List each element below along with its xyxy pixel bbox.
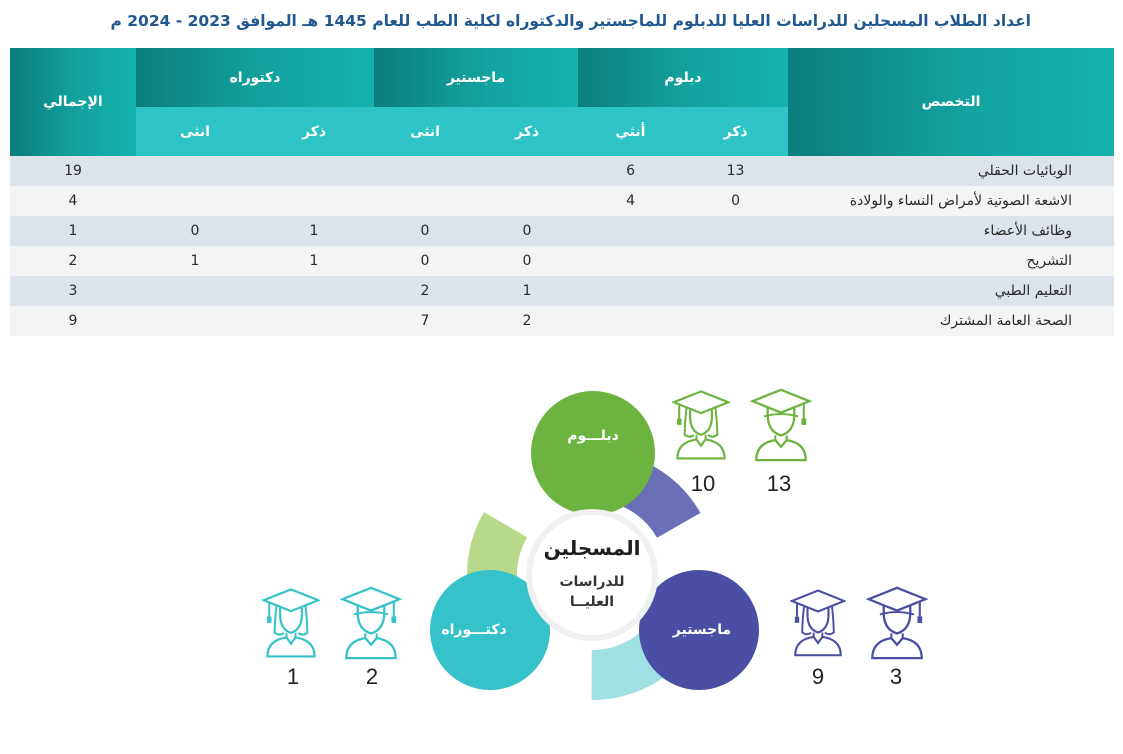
cell-doctorate-male: [254, 156, 374, 186]
cell-diploma-female: [578, 216, 683, 246]
cell-master-male: 2: [476, 306, 578, 336]
cell-diploma-male: [683, 306, 788, 336]
header-master-male: ذكر: [476, 107, 578, 156]
cell-total: 1: [10, 216, 136, 246]
cell-diploma-female: [578, 276, 683, 306]
center-subtitle-1: للدراسات: [559, 574, 625, 590]
cell-master-female: [374, 156, 476, 186]
cell-total: 3: [10, 276, 136, 306]
enrollment-table: [10, 48, 1114, 336]
master-label: ماجستير: [672, 622, 732, 638]
header-master-female: انثى: [374, 107, 476, 156]
table-row: [10, 306, 1114, 336]
graduate-male-icon: [753, 390, 810, 460]
cell-doctorate-male: 1: [254, 246, 374, 276]
diploma-label: دبلـــوم: [567, 428, 619, 444]
diploma-female-count: 10: [690, 471, 716, 496]
cell-master-male: [476, 156, 578, 186]
header-master: ماجستير: [374, 48, 578, 107]
header-doctorate: دكتوراه: [136, 48, 374, 107]
graduate-female-icon: [792, 591, 845, 656]
master-female-count: 9: [811, 664, 825, 689]
cell-diploma-male: 0: [683, 186, 788, 216]
table-row: [10, 276, 1114, 306]
cell-doctorate-male: [254, 276, 374, 306]
graduate-female-icon: [674, 391, 728, 458]
cell-specialty: الوبائيات الحقلي: [788, 156, 1114, 186]
table-row: [10, 246, 1114, 276]
graduate-male-icon: [869, 588, 926, 658]
header-diploma: دبلوم: [578, 48, 788, 107]
cell-diploma-male: [683, 246, 788, 276]
enrollment-diagram: [0, 355, 1123, 754]
cell-master-male: 0: [476, 246, 578, 276]
cell-master-male: 0: [476, 216, 578, 246]
cell-doctorate-male: 1: [254, 216, 374, 246]
cell-master-female: [374, 186, 476, 216]
graduate-male-icon: [343, 588, 400, 658]
page-title: اعداد الطلاب المسجلين للدراسات العليا للدبلوم للماجستير والدكتوراه لكلية الطب للعام 1445 هـ الموافق 2023 - 2024 م: [110, 12, 1031, 30]
cell-master-male: 1: [476, 276, 578, 306]
header-doctorate-male: ذكر: [254, 107, 374, 156]
diploma-circle: [531, 391, 655, 515]
doctorate-label: دكتـــوراه: [441, 622, 507, 638]
cell-doctorate-female: [136, 156, 254, 186]
header-total: الإجمالي: [10, 48, 136, 156]
cell-specialty: وظائف الأعضاء: [788, 216, 1114, 246]
cell-total: 2: [10, 246, 136, 276]
cell-specialty: التشريح: [788, 246, 1114, 276]
header-diploma-female: أنثي: [578, 107, 683, 156]
cell-specialty: التعليم الطبي: [788, 276, 1114, 306]
diploma-male-count: 13: [766, 471, 792, 496]
cell-doctorate-female: [136, 276, 254, 306]
cell-doctorate-male: [254, 306, 374, 336]
cell-master-male: [476, 186, 578, 216]
cell-specialty: الاشعة الصوتية لأمراض النساء والولادة: [788, 186, 1114, 216]
cell-doctorate-male: [254, 186, 374, 216]
cell-doctorate-female: [136, 306, 254, 336]
cell-total: 4: [10, 186, 136, 216]
cell-specialty: الصحة العامة المشترك: [788, 306, 1114, 336]
cell-diploma-male: 13: [683, 156, 788, 186]
table-row: [10, 186, 1114, 216]
cell-diploma-female: [578, 306, 683, 336]
cell-diploma-female: [578, 246, 683, 276]
cell-diploma-male: [683, 216, 788, 246]
cell-master-female: 0: [374, 216, 476, 246]
graduate-female-icon: [264, 589, 318, 656]
header-diploma-male: ذكر: [683, 107, 788, 156]
cell-total: 19: [10, 156, 136, 186]
cell-master-female: 0: [374, 246, 476, 276]
master-male-count: 3: [889, 664, 903, 689]
cell-diploma-female: 6: [578, 156, 683, 186]
cell-doctorate-female: [136, 186, 254, 216]
doctorate-female-count: 1: [286, 664, 300, 689]
center-title: المسجلين: [543, 536, 641, 560]
cell-doctorate-female: 1: [136, 246, 254, 276]
cell-master-female: 2: [374, 276, 476, 306]
header-doctorate-female: انثى: [136, 107, 254, 156]
cell-master-female: 7: [374, 306, 476, 336]
doctorate-male-count: 2: [365, 664, 379, 689]
header-specialty: التخصص: [788, 48, 1114, 156]
cell-diploma-female: 4: [578, 186, 683, 216]
cell-doctorate-female: 0: [136, 216, 254, 246]
center-subtitle-2: العليــا: [569, 594, 615, 610]
table-row: [10, 216, 1114, 246]
table-row: [10, 156, 1114, 186]
cell-total: 9: [10, 306, 136, 336]
cell-diploma-male: [683, 276, 788, 306]
